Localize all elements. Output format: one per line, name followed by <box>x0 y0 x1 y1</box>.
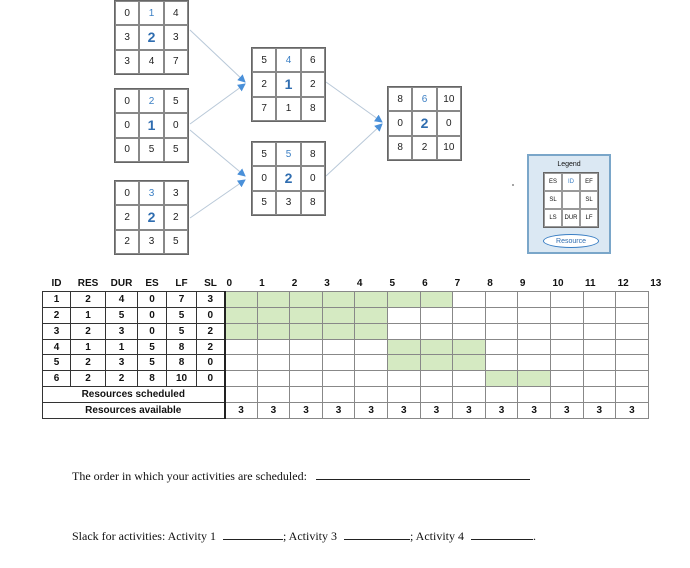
gantt-cell[interactable] <box>550 308 583 324</box>
legend-resource: Resource <box>543 234 599 248</box>
node-5-cell-8: 8 <box>301 191 325 215</box>
row-1-res: 2 <box>71 292 106 308</box>
gantt-cell[interactable] <box>290 292 323 308</box>
legend-title: Legend <box>557 161 581 168</box>
resources-available-cell: 3 <box>616 402 649 418</box>
row-1-es: 0 <box>138 292 167 308</box>
row-1-sl: 3 <box>197 292 225 308</box>
node-2-cell-4: 1 <box>139 113 163 137</box>
gantt-cell[interactable] <box>322 292 355 308</box>
gantt-cell[interactable] <box>453 355 486 371</box>
resources-scheduled-cell[interactable] <box>290 387 323 403</box>
node-6-cell-7: 2 <box>412 136 436 160</box>
row-2-lf: 5 <box>167 308 197 324</box>
node-4-cell-1: 4 <box>276 48 300 72</box>
row-1-dur: 4 <box>106 292 138 308</box>
gantt-cell[interactable] <box>550 355 583 371</box>
row-6-lf: 10 <box>167 371 197 387</box>
header-sl: SL <box>204 278 217 290</box>
time-tick-9: 9 <box>519 278 526 290</box>
gantt-cell[interactable] <box>322 355 355 371</box>
gantt-cell[interactable] <box>518 323 551 339</box>
gantt-cell[interactable] <box>420 308 453 324</box>
header-lf: LF <box>175 278 188 290</box>
header-es: ES <box>145 278 159 290</box>
gantt-cell[interactable] <box>387 339 420 355</box>
node-2-cell-0: 0 <box>115 89 139 113</box>
node-3-cell-5: 2 <box>164 205 188 229</box>
gantt-cell[interactable] <box>550 292 583 308</box>
node-6-cell-8: 10 <box>437 136 461 160</box>
resources-available-cell: 3 <box>355 402 388 418</box>
row-1-id: 1 <box>43 292 71 308</box>
arrow-1-to-4 <box>190 30 245 82</box>
resources-available-label: Resources available <box>43 402 225 418</box>
arrow-3-to-5 <box>190 180 245 218</box>
time-tick-6: 6 <box>422 278 428 290</box>
gantt-cell[interactable] <box>583 355 616 371</box>
row-6-res: 2 <box>71 371 106 387</box>
row-4-sl: 2 <box>197 339 225 355</box>
gantt-cell[interactable] <box>290 323 323 339</box>
node-2-cell-1: 2 <box>139 89 163 113</box>
gantt-cell[interactable] <box>518 355 551 371</box>
header-id: ID <box>51 278 62 290</box>
gantt-cell[interactable] <box>290 339 323 355</box>
activity-node-5 <box>251 141 326 216</box>
node-2-cell-3: 0 <box>115 113 139 137</box>
slack-label-1: Slack for activities: Activity 1 <box>72 529 216 543</box>
gantt-cell[interactable] <box>322 371 355 387</box>
node-1-cell-6: 3 <box>115 50 139 74</box>
gantt-cell[interactable] <box>420 355 453 371</box>
time-tick-13: 13 <box>650 278 662 290</box>
gantt-cell[interactable] <box>387 292 420 308</box>
resources-scheduled-cell[interactable] <box>583 387 616 403</box>
gantt-cell[interactable] <box>420 323 453 339</box>
row-4-dur: 1 <box>106 339 138 355</box>
resources-scheduled-cell[interactable] <box>550 387 583 403</box>
gantt-cell[interactable] <box>387 308 420 324</box>
arrow-5-to-6 <box>326 124 382 176</box>
node-1-cell-7: 4 <box>139 50 163 74</box>
resources-available-cell: 3 <box>290 402 323 418</box>
row-5-res: 2 <box>71 355 106 371</box>
node-3-cell-3: 2 <box>115 205 139 229</box>
gantt-cell[interactable] <box>257 323 290 339</box>
node-1-cell-3: 3 <box>115 25 139 49</box>
gantt-cell[interactable] <box>355 292 388 308</box>
gantt-cell[interactable] <box>420 292 453 308</box>
schedule-row <box>43 323 669 339</box>
node-2-cell-2: 5 <box>164 89 188 113</box>
time-tick-10: 10 <box>552 278 564 290</box>
order-answer-blank[interactable] <box>316 479 530 480</box>
legend-sl-left: SL <box>544 191 562 209</box>
schedule-row <box>43 292 669 308</box>
gantt-cell[interactable] <box>453 323 486 339</box>
legend-grid <box>543 172 599 228</box>
row-2-dur: 5 <box>106 308 138 324</box>
gantt-cell[interactable] <box>485 371 518 387</box>
node-5-cell-3: 0 <box>252 166 276 190</box>
node-3-cell-7: 3 <box>139 230 163 254</box>
node-6-cell-6: 8 <box>388 136 412 160</box>
gantt-cell[interactable] <box>290 355 323 371</box>
slack-end: . <box>532 529 536 543</box>
node-6-cell-0: 8 <box>388 87 412 111</box>
gantt-cell[interactable] <box>225 323 258 339</box>
row-6-dur: 2 <box>106 371 138 387</box>
node-5-cell-7: 3 <box>276 191 300 215</box>
row-3-es: 0 <box>138 323 167 339</box>
gantt-cell[interactable] <box>518 371 551 387</box>
time-tick-2: 2 <box>291 278 298 290</box>
legend-center <box>562 191 580 209</box>
node-3-cell-6: 2 <box>115 230 139 254</box>
node-1-cell-5: 3 <box>164 25 188 49</box>
node-1-cell-2: 4 <box>164 1 188 25</box>
legend-box <box>527 154 611 254</box>
row-1-lf: 7 <box>167 292 197 308</box>
time-tick-11: 11 <box>585 278 596 290</box>
gantt-cell[interactable] <box>518 292 551 308</box>
slack-activity-4-blank[interactable] <box>471 539 533 540</box>
node-4-cell-3: 2 <box>252 72 276 96</box>
time-tick-1: 1 <box>259 278 265 290</box>
resources-available-cell: 3 <box>257 402 290 418</box>
node-4-cell-4: 1 <box>276 72 300 96</box>
gantt-cell[interactable] <box>518 308 551 324</box>
node-4-cell-8: 8 <box>301 97 325 121</box>
header-dur: DUR <box>110 278 133 290</box>
time-tick-8: 8 <box>487 278 493 290</box>
schedule-row <box>43 308 669 324</box>
time-tick-3: 3 <box>324 278 330 290</box>
time-tick-0: 0 <box>226 278 233 290</box>
node-2-cell-6: 0 <box>115 138 139 162</box>
slack-label-3: ; Activity 3 <box>282 529 337 543</box>
slack-activity-1-blank[interactable] <box>223 539 283 540</box>
resources-available-cell: 3 <box>583 402 616 418</box>
resources-available-cell: 3 <box>550 402 583 418</box>
gantt-cell[interactable] <box>257 355 290 371</box>
gantt-cell[interactable] <box>322 339 355 355</box>
node-4-cell-6: 7 <box>252 97 276 121</box>
row-5-lf: 8 <box>167 355 197 371</box>
time-tick-12: 12 <box>617 278 629 290</box>
gantt-cell[interactable] <box>485 292 518 308</box>
resources-available-cell: 3 <box>485 402 518 418</box>
gantt-cell[interactable] <box>225 292 258 308</box>
gantt-cell[interactable] <box>583 323 616 339</box>
resources-available-cell: 3 <box>322 402 355 418</box>
time-tick-7: 7 <box>454 278 461 290</box>
gantt-cell[interactable] <box>355 308 388 324</box>
row-3-sl: 2 <box>197 323 225 339</box>
node-3-cell-1: 3 <box>139 181 163 205</box>
resources-scheduled-label: Resources scheduled <box>43 387 225 403</box>
gantt-cell[interactable] <box>453 371 486 387</box>
row-5-sl: 0 <box>197 355 225 371</box>
legend-dur: DUR <box>562 209 580 227</box>
resources-scheduled-cell[interactable] <box>518 387 551 403</box>
node-5-cell-4: 2 <box>276 166 300 190</box>
node-4-cell-5: 2 <box>301 72 325 96</box>
node-1-cell-4: 2 <box>139 25 163 49</box>
node-2-cell-8: 5 <box>164 138 188 162</box>
gantt-cell[interactable] <box>225 339 258 355</box>
gantt-cell[interactable] <box>257 292 290 308</box>
node-3-cell-0: 0 <box>115 181 139 205</box>
row-3-id: 3 <box>43 323 71 339</box>
gantt-cell[interactable] <box>583 308 616 324</box>
gantt-cell[interactable] <box>290 371 323 387</box>
gantt-cell[interactable] <box>225 308 258 324</box>
row-2-sl: 0 <box>197 308 225 324</box>
gantt-cell[interactable] <box>616 339 649 355</box>
gantt-cell[interactable] <box>583 339 616 355</box>
gantt-cell[interactable] <box>583 292 616 308</box>
gantt-cell[interactable] <box>420 371 453 387</box>
arrow-2-to-5 <box>190 130 245 176</box>
resources-scheduled-cell[interactable] <box>257 387 290 403</box>
resources-scheduled-cell[interactable] <box>420 387 453 403</box>
resources-scheduled-cell[interactable] <box>616 387 649 403</box>
node-6-cell-4: 2 <box>412 111 436 135</box>
gantt-cell[interactable] <box>453 308 486 324</box>
resources-available-cell: 3 <box>518 402 551 418</box>
row-5-id: 5 <box>43 355 71 371</box>
order-question-label: The order in which your activities are scheduled: <box>72 469 307 483</box>
node-5-cell-0: 5 <box>252 142 276 166</box>
slack-label-4: ; Activity 4 <box>409 529 464 543</box>
row-4-id: 4 <box>43 339 71 355</box>
legend-id: ID <box>562 173 580 191</box>
legend-es: ES <box>544 173 562 191</box>
node-1-cell-8: 7 <box>164 50 188 74</box>
row-2-id: 2 <box>43 308 71 324</box>
schedule-row <box>43 355 669 371</box>
node-5-cell-2: 8 <box>301 142 325 166</box>
row-5-es: 5 <box>138 355 167 371</box>
node-5-cell-6: 5 <box>252 191 276 215</box>
resources-scheduled-cell[interactable] <box>485 387 518 403</box>
gantt-cell[interactable] <box>583 371 616 387</box>
gantt-cell[interactable] <box>550 323 583 339</box>
gantt-cell[interactable] <box>616 323 649 339</box>
legend-ls: LS <box>544 209 562 227</box>
node-5-cell-5: 0 <box>301 166 325 190</box>
header-res: RES <box>77 278 99 290</box>
time-tick-4: 4 <box>356 278 363 290</box>
resource-schedule-table <box>42 276 669 419</box>
gantt-cell[interactable] <box>355 371 388 387</box>
node-3-cell-4: 2 <box>139 205 163 229</box>
arrow-4-to-6 <box>326 82 382 122</box>
gantt-cell[interactable] <box>355 339 388 355</box>
legend-lf: LF <box>580 209 598 227</box>
gantt-cell[interactable] <box>485 308 518 324</box>
node-2-cell-5: 0 <box>164 113 188 137</box>
row-3-dur: 3 <box>106 323 138 339</box>
node-1-cell-0: 0 <box>115 1 139 25</box>
gantt-cell[interactable] <box>550 339 583 355</box>
resources-available-cell: 3 <box>387 402 420 418</box>
gantt-cell[interactable] <box>387 323 420 339</box>
row-4-lf: 8 <box>167 339 197 355</box>
legend-sl-right: SL <box>580 191 598 209</box>
activity-node-2 <box>114 88 189 163</box>
gantt-cell[interactable] <box>257 308 290 324</box>
schedule-row <box>43 339 669 355</box>
activity-node-6 <box>387 86 462 161</box>
row-2-es: 0 <box>138 308 167 324</box>
gantt-cell[interactable] <box>322 308 355 324</box>
node-4-cell-2: 6 <box>301 48 325 72</box>
gantt-cell[interactable] <box>518 339 551 355</box>
gantt-cell[interactable] <box>485 355 518 371</box>
stray-dot <box>512 184 514 186</box>
row-6-es: 8 <box>138 371 167 387</box>
resources-scheduled-cell[interactable] <box>453 387 486 403</box>
resources-available-cell: 3 <box>225 402 258 418</box>
node-4-cell-0: 5 <box>252 48 276 72</box>
gantt-cell[interactable] <box>485 339 518 355</box>
node-4-cell-7: 1 <box>276 97 300 121</box>
gantt-cell[interactable] <box>387 371 420 387</box>
gantt-cell[interactable] <box>550 371 583 387</box>
node-3-cell-8: 5 <box>164 230 188 254</box>
resources-scheduled-cell[interactable] <box>387 387 420 403</box>
gantt-cell[interactable] <box>616 292 649 308</box>
resources-available-cell: 3 <box>453 402 486 418</box>
gantt-cell[interactable] <box>485 323 518 339</box>
gantt-cell[interactable] <box>453 292 486 308</box>
gantt-cell[interactable] <box>616 371 649 387</box>
gantt-cell[interactable] <box>420 339 453 355</box>
node-2-cell-7: 5 <box>139 138 163 162</box>
activity-node-1 <box>114 0 189 75</box>
gantt-cell[interactable] <box>387 355 420 371</box>
node-3-cell-2: 3 <box>164 181 188 205</box>
node-6-cell-3: 0 <box>388 111 412 135</box>
gantt-cell[interactable] <box>225 355 258 371</box>
row-3-res: 2 <box>71 323 106 339</box>
gantt-cell[interactable] <box>453 339 486 355</box>
resources-scheduled-cell[interactable] <box>355 387 388 403</box>
gantt-cell[interactable] <box>290 308 323 324</box>
time-tick-5: 5 <box>389 278 396 290</box>
gantt-cell[interactable] <box>355 355 388 371</box>
gantt-cell[interactable] <box>616 355 649 371</box>
legend-ef: EF <box>580 173 598 191</box>
node-6-cell-1: 6 <box>412 87 436 111</box>
gantt-cell[interactable] <box>355 323 388 339</box>
gantt-cell[interactable] <box>225 371 258 387</box>
slack-activity-3-blank[interactable] <box>344 539 410 540</box>
row-3-lf: 5 <box>167 323 197 339</box>
gantt-cell[interactable] <box>616 308 649 324</box>
resources-scheduled-cell[interactable] <box>322 387 355 403</box>
slack-question <box>72 529 536 544</box>
row-6-id: 6 <box>43 371 71 387</box>
gantt-cell[interactable] <box>257 339 290 355</box>
node-5-cell-1: 5 <box>276 142 300 166</box>
activity-node-4 <box>251 47 326 122</box>
row-6-sl: 0 <box>197 371 225 387</box>
row-5-dur: 3 <box>106 355 138 371</box>
gantt-cell[interactable] <box>257 371 290 387</box>
row-4-es: 5 <box>138 339 167 355</box>
gantt-cell[interactable] <box>322 323 355 339</box>
row-2-res: 1 <box>71 308 106 324</box>
schedule-row <box>43 371 669 387</box>
arrow-2-to-4 <box>190 84 245 124</box>
row-4-res: 1 <box>71 339 106 355</box>
resources-available-cell: 3 <box>420 402 453 418</box>
activity-node-3 <box>114 180 189 255</box>
node-6-cell-2: 10 <box>437 87 461 111</box>
node-6-cell-5: 0 <box>437 111 461 135</box>
node-1-cell-1: 1 <box>139 1 163 25</box>
order-question <box>72 469 530 484</box>
resources-scheduled-cell[interactable] <box>225 387 258 403</box>
